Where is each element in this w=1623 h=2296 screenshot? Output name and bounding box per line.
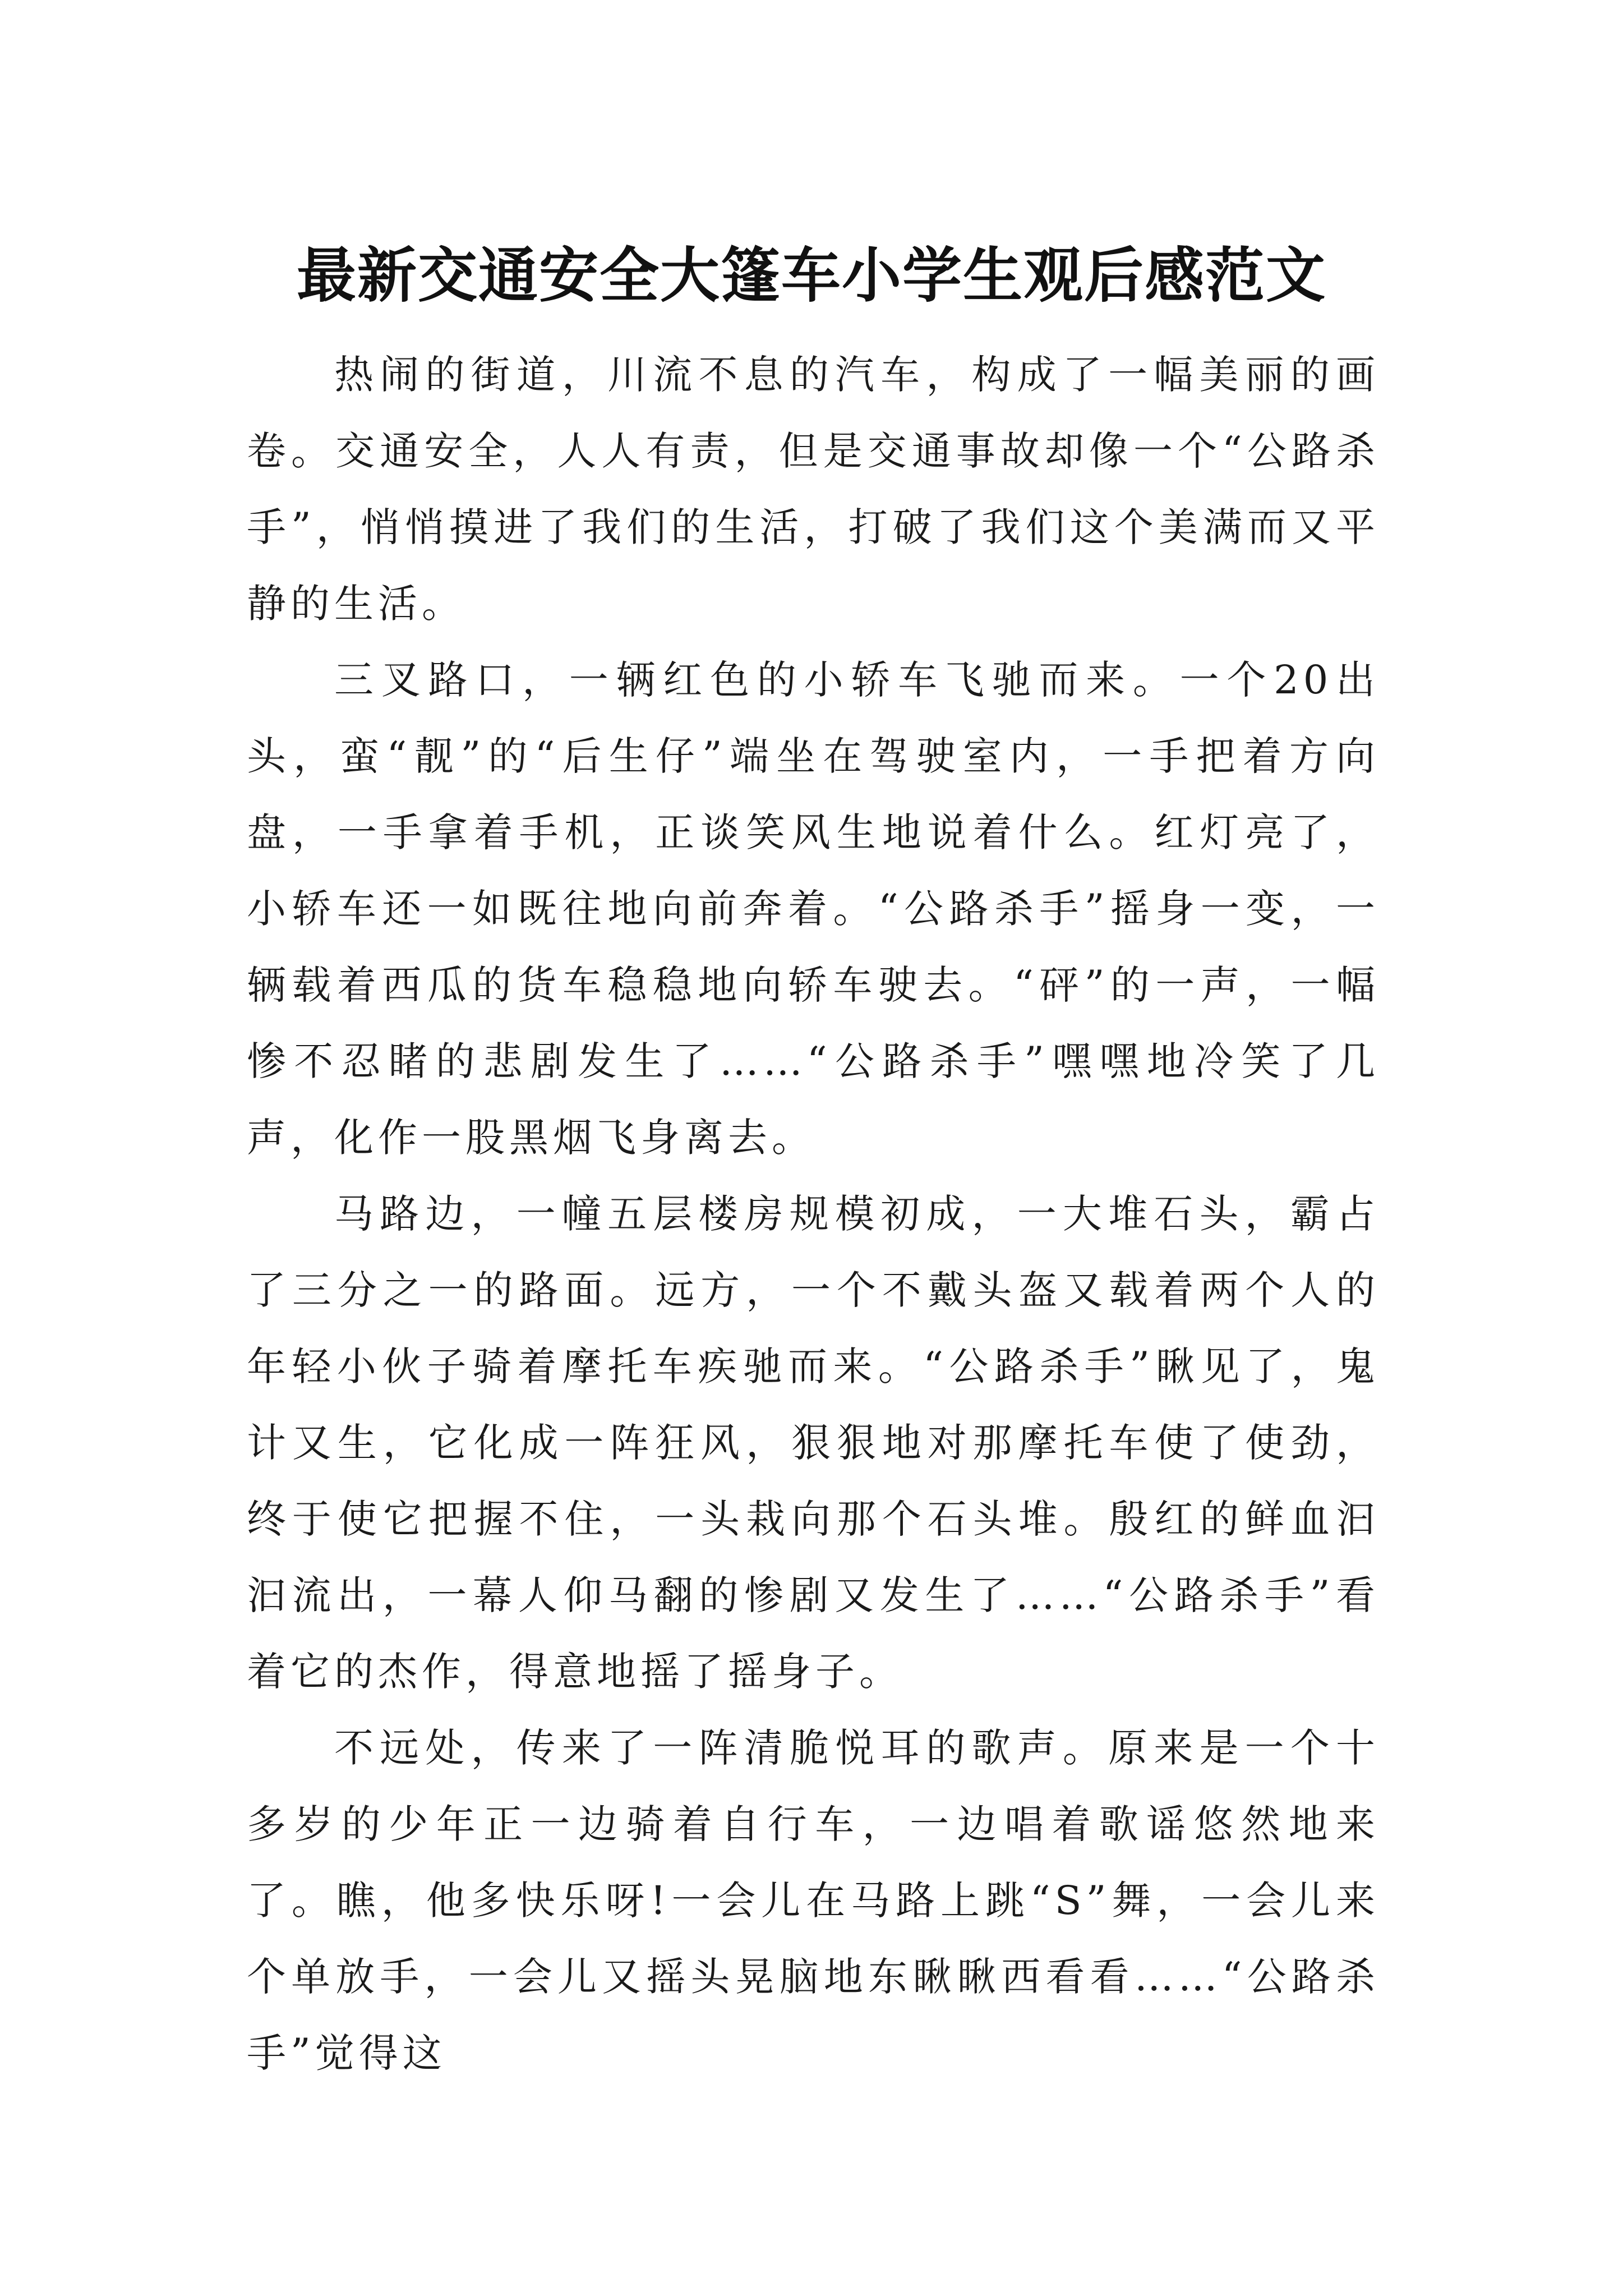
paragraph-4: 不远处，传来了一阵清脆悦耳的歌声。原来是一个十多岁的少年正一边骑着自行车，一边唱着歌谣悠然地来了。瞧，他多快乐呀!一会儿在马路上跳“S”舞，一会儿来个单放手，一会儿又摇头晃脑地东瞅瞅西看看……“公路杀手”觉得这 — [247, 1725, 1380, 2076]
document-body — [247, 337, 1380, 2091]
paragraph-3: 马路边，一幢五层楼房规模初成，一大堆石头，霸占了三分之一的路面。远方，一个不戴头盔又载着两个人的年轻小伙子骑着摩托车疾驰而来。“公路杀手”瞅见了，鬼计又生，它化成一阵狂风，狠狠地对那摩托车使了使劲，终于使它把握不住，一头栽向那个石头堆。殷红的鲜血汩汩流出，一幕人仰马翻的惨剧又发生了……“公路杀手”看着它的杰作，得意地摇了摇身子。 — [247, 1191, 1380, 1695]
paragraph-2: 三叉路口，一辆红色的小轿车飞驰而来。一个20出头，蛮“靓”的“后生仔”端坐在驾驶室内，一手把着方向盘，一手拿着手机，正谈笑风生地说着什么。红灯亮了，小轿车还一如既往地向前奔着。“公路杀手”摇身一变，一辆载着西瓜的货车稳稳地向轿车驶去。“砰”的一声，一幅惨不忍睹的悲剧发生了……“公路杀手”嘿嘿地冷笑了几声，化作一股黑烟飞身离去。 — [247, 657, 1380, 1161]
document-title: 最新交通安全大篷车小学生观后感范文 — [297, 240, 1326, 311]
paragraph-1: 热闹的街道，川流不息的汽车，构成了一幅美丽的画卷。交通安全，人人有责，但是交通事故却像一个“公路杀手”，悄悄摸进了我们的生活，打破了我们这个美满而又平静的生活。 — [247, 352, 1380, 627]
